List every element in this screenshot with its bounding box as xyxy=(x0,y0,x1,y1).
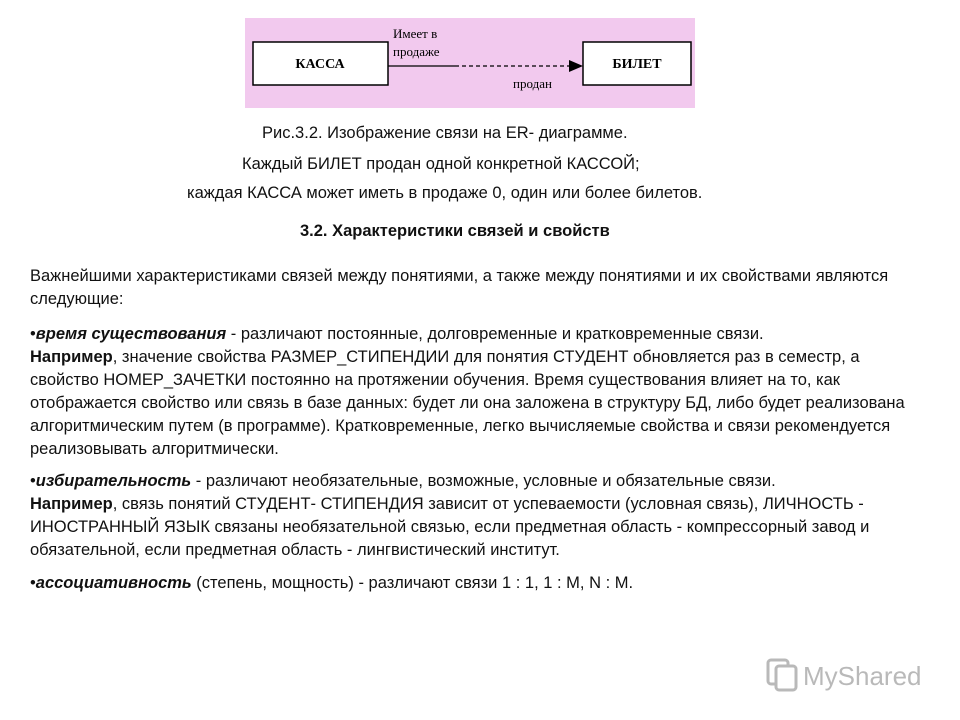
definition: - различают необязательные, возможные, условные и обязательные связи. xyxy=(191,472,776,490)
list-item-selectivity xyxy=(30,470,930,562)
er-diagram xyxy=(245,18,695,108)
bullet: • xyxy=(30,472,36,490)
example-label: Например xyxy=(30,348,113,366)
relation-label-upper-1: Имеет в xyxy=(393,26,438,41)
caption-line-2: Каждый БИЛЕТ продан одной конкретной КАССОЙ; xyxy=(242,155,640,173)
relation-label-lower: продан xyxy=(513,76,552,91)
figure-caption: Рис.3.2. Изображение связи на ER- диаграмме. xyxy=(262,124,628,142)
list-item-associativity xyxy=(30,572,930,595)
section-title: 3.2. Характеристики связей и свойств xyxy=(300,222,610,240)
term: избирательность xyxy=(35,472,192,490)
relation-label-upper-2: продаже xyxy=(393,44,440,59)
intro-paragraph: Важнейшими характеристиками связей между понятиями, а также между понятиями и их свойствами являются следующие: xyxy=(30,267,889,308)
entity-label-kassa: КАССА xyxy=(295,57,345,72)
definition: - различают постоянные, долговременные и кратковременные связи. xyxy=(226,325,764,343)
entity-label-bilet: БИЛЕТ xyxy=(612,57,662,72)
bullet: • xyxy=(30,325,36,343)
definition: (степень, мощность) - различают связи 1 : 1, 1 : M, N : M. xyxy=(191,574,634,592)
caption-line-3: каждая КАССА может иметь в продаже 0, один или более билетов. xyxy=(187,184,703,202)
term: время существования xyxy=(35,325,227,343)
list-item-lifetime xyxy=(30,323,930,461)
myshared-logo-icon xyxy=(768,660,796,690)
example-label: Например xyxy=(30,495,113,513)
example-text: , значение свойства РАЗМЕР_СТИПЕНДИИ для понятия СТУДЕНТ обновляется раз в семестр, а свойство НОМЕР_ЗАЧЕТКИ постоянно на протяжении обучения. Время существования влияет на то, как отображается свойство или связь в базе данных: будет ли она заложена в структуру БД, либо будет реализована алгоритмическим путем (в программе). Кратковременные, легко вычисляемые свойства и связи рекомендуется реализовывать алгоритмически. xyxy=(30,348,905,458)
term: ассоциативность xyxy=(35,574,192,592)
bullet: • xyxy=(30,574,36,592)
myshared-watermark xyxy=(765,655,930,695)
example-text: , связь понятий СТУДЕНТ- СТИПЕНДИЯ зависит от успеваемости (условная связь), ЛИЧНОСТЬ - ИНОСТРАННЫЙ ЯЗЫК связаны необязательной связью, если предметная область - компрессорный завод и обязательной, если предметная область - лингвистический институт. xyxy=(30,495,870,559)
myshared-logo-text: MyShared xyxy=(803,661,922,691)
